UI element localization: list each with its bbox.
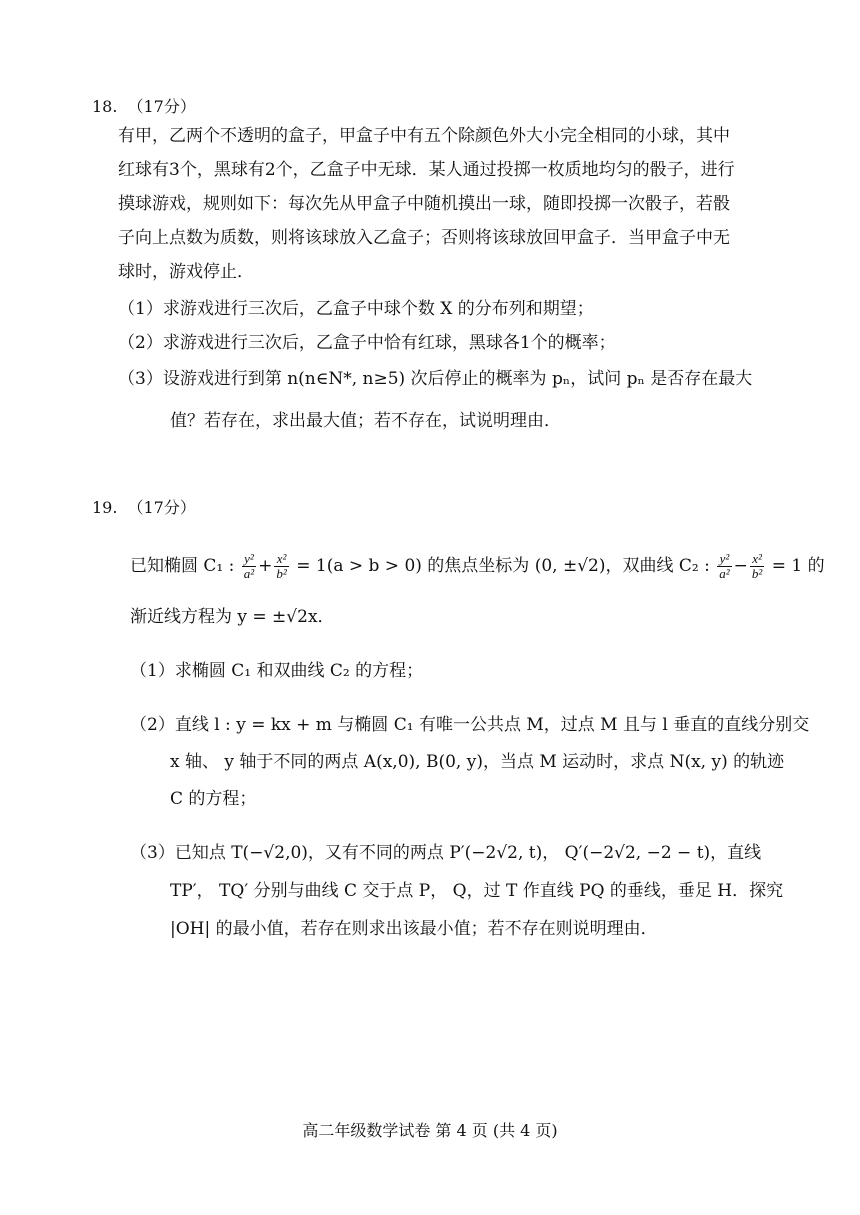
intro-text-c: = 1 的 [766, 556, 825, 576]
question-18-intro-line-3: 摸球游戏，规则如下：每次先从甲盒子中随机摸出一球，随即投掷一次骰子，若骰 [118, 194, 730, 214]
question-18-intro-line-1: 有甲，乙两个不透明的盒子，甲盒子中有五个除颜色外大小完全相同的小球，其中 [118, 126, 730, 146]
question-18-part-3-line-1: （3）设游戏进行到第 n(n∈N*, n≥5) 次后停止的概率为 pₙ，试问 pₙ 是否存在最大 [118, 369, 753, 389]
fraction-x2-b2: $\frac{\text{x²}}{\text{b²}}$ [276, 551, 287, 581]
fraction-y2-a2-hyperbola: $\frac{\text{y²}}{\text{a²}}$ [719, 551, 730, 581]
question-18-part-1: （1）求游戏进行三次后，乙盒子中球个数 X 的分布列和期望； [118, 299, 594, 319]
question-19-part-1: （1）求椭圆 C₁ 和双曲线 C₂ 的方程； [130, 661, 424, 681]
fraction-x2-b2-hyperbola: $\frac{\text{x²}}{\text{b²}}$ [751, 551, 763, 581]
question-19-intro-line-2: 渐近线方程为 y = ±√2x． [130, 607, 335, 627]
page-footer: 高二年级数学试卷 第 4 页 (共 4 页) [302, 1121, 558, 1140]
question-19-part-3-line-1: （3）已知点 T(−√2,0)，又有不同的两点 P′(−2√2, t)， Q′(−2√2, −2 − t)，直线 [130, 843, 762, 863]
question-18-intro-line-2: 红球有3个，黑球有2个，乙盒子中无球．某人通过投掷一枚质地均匀的骰子，进行 [118, 160, 735, 180]
question-18-intro-line-4: 子向上点数为质数，则将该球放入乙盒子；否则将该球放回甲盒子．当甲盒子中无 [118, 228, 730, 248]
question-19-part-3-line-3: |OH| 的最小值，若存在则求出该最小值；若不存在则说明理由． [170, 919, 658, 939]
question-18-part-3-line-2: 值？若存在，求出最大值；若不存在，试说明理由． [170, 411, 561, 431]
question-18-number: 18. （17分） [92, 97, 196, 116]
question-19-part-2-line-1: （2）直线 l : y = kx + m 与椭圆 C₁ 有唯一公共点 M，过点 M 且与 l 垂直的直线分别交 [130, 715, 810, 735]
intro-text-b: = 1(a > b > 0) 的焦点坐标为 (0, ±√2)，双曲线 C₂ : [290, 556, 716, 576]
question-19-part-3-line-2: TP′， TQ′ 分别与曲线 C 交于点 P， Q，过 T 作直线 PQ 的垂线，垂足 H．探究 [170, 881, 784, 901]
question-19-part-2-line-3: C 的方程； [170, 789, 257, 809]
question-18-part-2: （2）求游戏进行三次后，乙盒子中恰有红球，黑球各1个的概率； [118, 333, 616, 353]
question-19-number: 19. （17分） [92, 498, 196, 517]
fraction-y2-a2: $\frac{\text{y²}}{\text{a²}}$ [243, 551, 255, 581]
question-19-part-2-line-2: x 轴、 y 轴于不同的两点 A(x,0), B(0, y)，当点 M 运动时，求点 N(x, y) 的轨迹 [170, 752, 785, 772]
intro-text-a: 已知椭圆 C₁ : [130, 556, 240, 576]
question-19-intro-line-1: 已知椭圆 C₁ : $\frac{\text{y²}}{\text{a²}}$ + $\frac{\text{x²}}{\text{b²}}$ = 1(a > b > 0) 的焦点坐标为 (0, ±√2)，双曲线 C₂ : $\frac{\text{y²}}{\text{a²}}$ − $\frac{\text{x²}}{\text{b²}}$ = 1 的 [130, 551, 825, 581]
question-18-intro-line-5: 球时，游戏停止． [118, 262, 254, 282]
